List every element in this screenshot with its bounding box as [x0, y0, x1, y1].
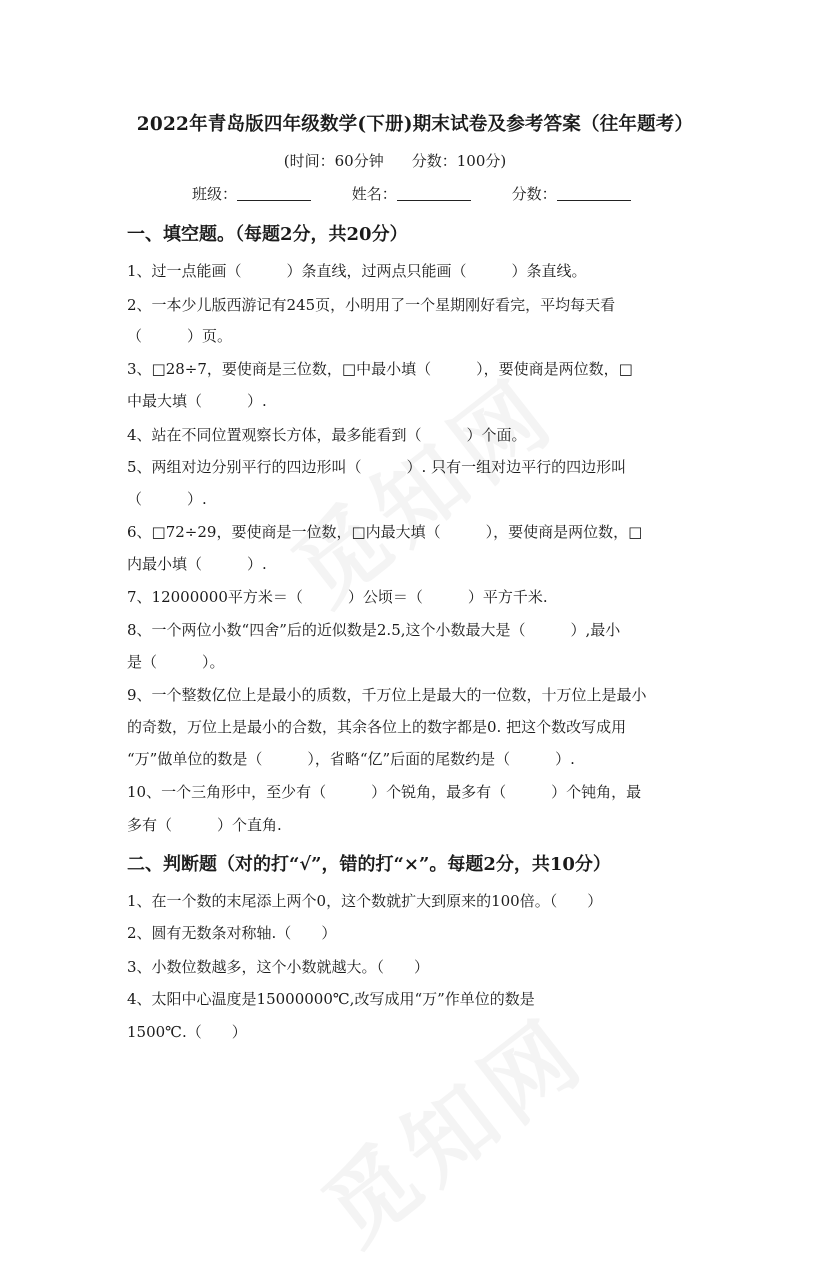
- question-line: 2、一本少儿版西游记有245页，小明用了一个星期刚好看完，平均每天看: [127, 296, 616, 314]
- judgment-line: 1、在一个数的末尾添上两个0，这个数就扩大到原来的100倍。（ ）: [127, 892, 603, 910]
- question-line: （ ）.: [127, 490, 207, 508]
- exam-subtitle: [0, 150, 790, 171]
- class-field[interactable]: 班级：: [192, 183, 311, 204]
- judgment-line: 4、太阳中心温度是15000000℃,改写成用“万”作单位的数是: [127, 990, 535, 1008]
- class-blank[interactable]: [237, 186, 311, 201]
- question-line: 1、过一点能画（ ）条直线，过两点只能画（ ）条直线。: [127, 262, 587, 280]
- judgment-line: 3、小数位数越多，这个小数就越大。（ ）: [127, 958, 430, 976]
- watermark-text-bottom: [292, 981, 608, 1268]
- score-label: 分数：100分): [411, 152, 507, 170]
- question-line: 7、12000000平方米＝（ ）公顷＝（ ）平方千米.: [127, 588, 548, 606]
- question-line: 8、一个两位小数“四舍”后的近似数是2.5,这个小数最大是（ ）,最小: [127, 621, 621, 639]
- score-field[interactable]: 分数：: [512, 183, 631, 204]
- question-line: （ ）页。: [127, 327, 233, 345]
- score-blank[interactable]: [557, 186, 631, 201]
- question-line: 多有（ ）个直角.: [127, 816, 282, 834]
- time-label: (时间：60分钟: [283, 152, 384, 170]
- exam-title: 2022年青岛版四年级数学(下册)期末试卷及参考答案（往年题考）: [136, 114, 694, 135]
- question-line: 4、站在不同位置观察长方体，最多能看到（ ）个面。: [127, 426, 527, 444]
- question-line: 5、两组对边分别平行的四边形叫（ ）. 只有一组对边平行的四边形叫: [127, 458, 627, 476]
- name-blank[interactable]: [397, 186, 471, 201]
- section-2-heading: 二、判断题（对的打“√”，错的打“×”。每题2分，共10分）: [127, 854, 611, 875]
- question-line: “万”做单位的数是（ ），省略“亿”后面的尾数约是（ ）.: [127, 750, 575, 768]
- question-line: 9、一个整数亿位上是最小的质数，千万位上是最大的一位数，十万位上是最小: [127, 686, 647, 704]
- name-field[interactable]: 姓名：: [352, 183, 471, 204]
- judgment-line: 2、圆有无数条对称轴.（ ）: [127, 924, 337, 942]
- student-info-row: [192, 183, 631, 204]
- section-1-heading: 一、填空题。（每题2分，共20分）: [127, 224, 408, 245]
- question-line: 6、□72÷29，要使商是一位数，□内最大填（ ），要使商是两位数，□: [127, 523, 643, 541]
- question-line: 中最大填（ ）.: [127, 392, 267, 410]
- question-line: 3、□28÷7，要使商是三位数，□中最小填（ ），要使商是两位数，□: [127, 360, 633, 378]
- question-line: 10、一个三角形中，至少有（ ）个锐角，最多有（ ）个钝角，最: [127, 783, 642, 801]
- question-line: 内最小填（ ）.: [127, 555, 267, 573]
- question-line: 的奇数，万位上是最小的合数，其余各位上的数字都是0. 把这个数改写成用: [127, 718, 627, 736]
- judgment-line: 1500℃.（ ）: [127, 1023, 247, 1041]
- question-line: 是（ ）。: [127, 653, 225, 671]
